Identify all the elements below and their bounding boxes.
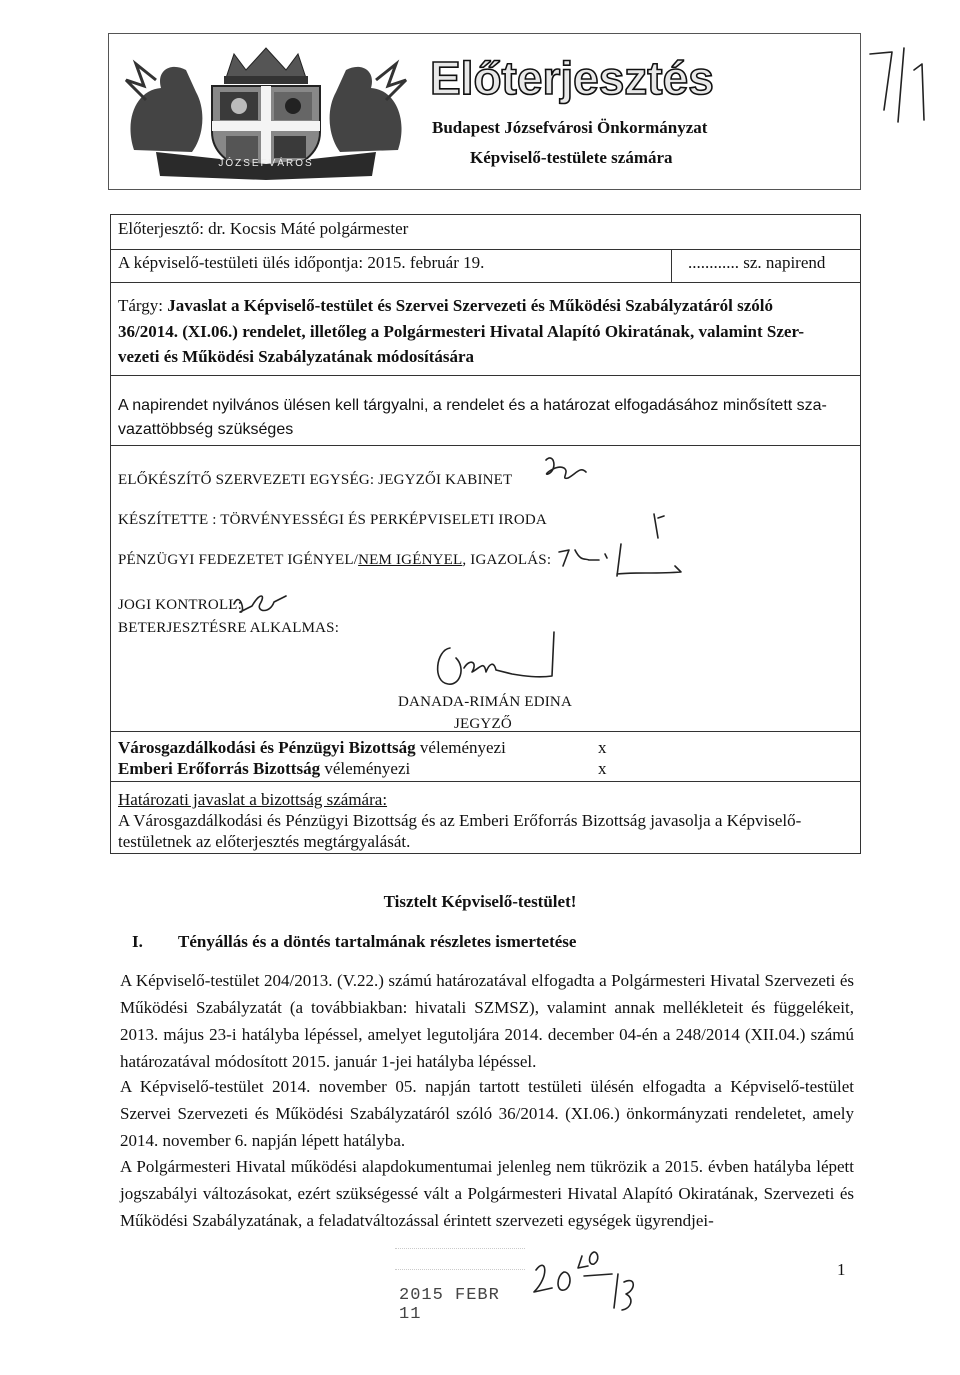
resolution-proposal-2: testületnek az előterjesztés megtárgyalását.	[118, 832, 411, 851]
notary-signature	[420, 628, 560, 694]
committee-1-name: Városgazdálkodási és Pénzügyi Bizottság	[118, 738, 416, 757]
agenda-cell-divider	[671, 249, 672, 282]
meeting-date: 2015. február 19.	[367, 253, 485, 272]
document-type-title	[426, 50, 726, 104]
coat-of-arms-logo	[116, 40, 416, 180]
paragraph-1: A Képviselő-testület 204/2013. (V.22.) számú határozatával elfogadta a Polgármesteri Hivatal Szervezeti és Működési Szabályzatát (a továbbiakban: hivatali SZMSZ), valamint annak mellékleteit és függelékeit, 2013. május 23-i hatályba lépéssel, amelyet legutoljára 2014. december 04-én a 248/2014 (XII.04.) számú határozatával módosított 2015. január 1-jei hatályba lépéssel.	[120, 971, 854, 1071]
submission-approval: BETERJESZTÉSRE ALKALMAS:	[118, 620, 340, 636]
committee-1-verb: véleményezi	[419, 738, 506, 757]
subject-line-2: 36/2014. (XI.06.) rendelet, illetőleg a Polgármesteri Hivatal Alapító Okiratának, valamint Szer-	[118, 322, 805, 341]
divider	[111, 375, 860, 376]
committee-1-mark: x	[598, 738, 607, 757]
financial-prefix: PÉNZÜGYI FEDEZETET IGÉNYEL/	[118, 552, 359, 568]
presenter-label: Előterjesztő:	[118, 219, 204, 238]
financial-struck-option: NEM IGÉNYEL	[358, 552, 463, 568]
meeting-date-line	[118, 253, 484, 273]
section-number: I.	[132, 932, 143, 951]
divider	[111, 249, 860, 250]
committee-2-verb: véleményezi	[324, 759, 411, 778]
logo-banner-text: JÓZSEFVÁROS	[218, 158, 314, 169]
committee-2-mark: x	[598, 759, 607, 778]
initials-signature	[540, 450, 590, 490]
paragraph-2: A Képviselő-testület 2014. november 05. napján tartott testületi ülésén elfogadta a Képviselő-testület Szervei Szervezeti és Működési Szabályzatáról szóló 36/2014. (XI.06.) önkormányzati rendeletet, amely 2014. november 6. napján lépett hatályba.	[120, 1077, 854, 1150]
organization-subtitle: Képviselő-testülete számára	[470, 148, 673, 167]
stamp-faded-band	[395, 1248, 525, 1270]
finance-signature	[555, 540, 695, 580]
subject-label: Tárgy:	[118, 296, 164, 315]
stamp-date: 2015 FEBR 11	[399, 1286, 500, 1324]
resolution-proposal-1: A Városgazdálkodási és Pénzügyi Bizottság és az Emberi Erőforrás Bizottság javasolja a Képviselő-	[118, 811, 802, 830]
presenter-line	[118, 219, 408, 239]
page-number: 1	[837, 1260, 846, 1279]
title-outline	[426, 50, 726, 106]
divider	[111, 445, 860, 446]
corner-mark-drawing	[862, 40, 942, 130]
financial-coverage	[118, 552, 551, 569]
paragraph-3: A Polgármesteri Hivatal működési alapdokumentumai jelenleg nem tükrözik a 2015. évben hatályba lépett jogszabályi változásokat, ezért szükségessé vált a Polgármesteri Hivatal Alapító Okiratának, Szervezeti és Működési Szabályzatának, a feladatváltozással érintett szervezeti egységek ügyrendjei-	[120, 1157, 854, 1230]
divider	[111, 781, 860, 782]
notary-name: DANADA-RIMÁN EDINA	[398, 694, 572, 710]
notary-title: JEGYZŐ	[454, 716, 512, 732]
meeting-label: A képviselő-testületi ülés időpontja:	[118, 253, 364, 272]
subject-line-1	[118, 296, 773, 316]
vote-requirement-2: vazattöbbség szükséges	[118, 421, 294, 438]
subject-line-3: vezeti és Működési Szabályzatának módosítására	[118, 347, 475, 366]
legal-control-signature	[230, 584, 290, 620]
committee-row-1	[118, 738, 506, 758]
registry-handwriting	[528, 1246, 668, 1316]
title-word-text: Előterjesztés	[430, 52, 714, 104]
resolution-proposal-heading: Határozati javaslat a bizottság számára:	[118, 790, 388, 809]
committee-2-name: Emberi Erőforrás Bizottság	[118, 759, 321, 778]
presenter-value: dr. Kocsis Máté polgármester	[208, 219, 409, 238]
received-stamp	[395, 1248, 525, 1324]
organization-name: Budapest Józsefvárosi Önkormányzat	[432, 118, 708, 137]
prepared-by: KÉSZÍTETTE : TÖRVÉNYESSÉGI ÉS PERKÉPVISELETI IRODA	[118, 512, 547, 528]
financial-suffix: , IGAZOLÁS:	[462, 552, 552, 568]
legal-control: JOGI KONTROLL:	[118, 597, 243, 613]
subject-text-1: Javaslat a Képviselő-testület és Szervei Szervezeti és Működési Szabályzatáról szóló	[167, 296, 773, 315]
preparing-unit: ELŐKÉSZÍTŐ SZERVEZETI EGYSÉG: JEGYZŐI KABINET	[118, 472, 513, 488]
vote-requirement-1: A napirendet nyilvános ülésen kell tárgyalni, a rendelet és a határozat elfogadásához minősített sza-	[118, 397, 827, 414]
corner-handwritten-mark	[862, 40, 942, 130]
section-title: Tényállás és a döntés tartalmának részletes ismertetése	[178, 932, 577, 951]
divider	[111, 282, 860, 283]
committee-row-2	[118, 759, 410, 779]
agenda-number: ............ sz. napirend	[688, 253, 826, 272]
salutation: Tisztelt Képviselő-testület!	[383, 892, 577, 911]
tick-mark	[648, 510, 668, 540]
